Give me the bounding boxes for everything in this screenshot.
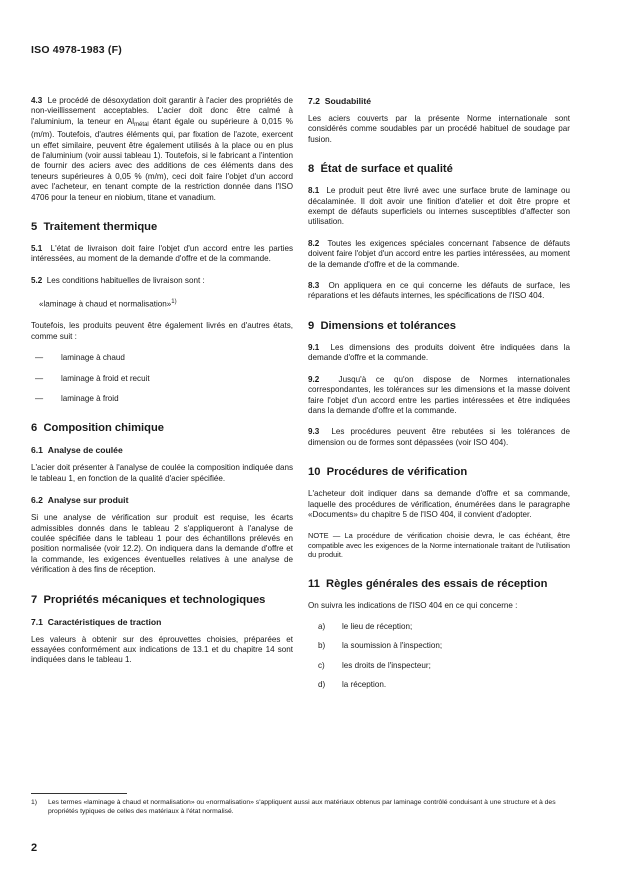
section-8-heading: 8 État de surface et qualité (308, 163, 453, 176)
list-item: a) le lieu de réception; (318, 621, 413, 631)
section-6-heading: 6 Composition chimique (31, 422, 165, 435)
paragraph-8-1: 8.1 Le produit peut être livré avec une surface brute de laminage ou décalaminée. Il doit avoir une finition d'atelier et doit être propre et exempt de défauts superficiels ou internes susceptibles d'affecter son utilisation. (308, 186, 570, 227)
section-6-2-heading: 6.2 Analyse sur produit (31, 495, 129, 506)
list-item: — laminage à froid (35, 394, 119, 403)
paragraph-11: On suivra les indications de l'ISO 404 en ce qui concerne : (308, 600, 518, 610)
section-11-heading: 11 Règles générales des essais de réception (308, 577, 548, 590)
section-7-1-heading: 7.1 Caractéristiques de traction (31, 616, 162, 627)
list-item: c) les droits de l'inspecteur; (318, 660, 431, 670)
list-item: b) la soumission à l'inspection; (318, 641, 443, 651)
section-7-2-heading: 7.2 Soudabilité (308, 96, 372, 106)
section-5-heading: 5 Traitement thermique (31, 221, 158, 234)
paragraph-9-3: 9.3 Les procédures peuvent être rebutées si les tolérances de dimension ou de formes sont dépassées (voir ISO 404). (308, 427, 570, 447)
list-item: — laminage à chaud (35, 353, 125, 363)
paragraph-5-2-more: Toutefois, les produits peuvent être également livrés en d'autres états, comme suit : (31, 321, 293, 341)
delivery-states-list (31, 353, 293, 404)
paragraph-5-2-quote: «laminage à chaud et normalisation»$^{1)}$ (39, 299, 177, 309)
section-7-heading: 7 Propriétés mécaniques et technologiques (31, 593, 266, 606)
paragraph-9-2: 9.2 Jusqu'à ce qu'on dispose de Normes internationales correspondantes, les tolérances sur les dimensions et la masse doivent faire l'objet d'un accord entre les parties intéressées et être indiquées dans la demande d'offre et la commande. (308, 374, 570, 415)
footnote: 1) Les termes «laminage à chaud et normalisation» ou «normalisation» s'appliquent aussi aux matériaux obtenus par laminage contrôlé conduisant à une structure et à des propriétés typiques de celles des matériaux à l'état normalisé. (31, 799, 556, 815)
page-number: 2 (31, 842, 38, 854)
acceptance-rules-list (308, 622, 570, 691)
section-10-heading: 10 Procédures de vérification (308, 466, 468, 479)
paragraph-7-1: Les valeurs à obtenir sur des éprouvettes choisies, préparées et essayées conformément aux indications de 13.1 et du chapitre 14 sont indiquées dans le tableau 1. (31, 634, 293, 665)
paragraph-4-3: 4.3 Le procédé de désoxydation doit garantir à l'acier des propriétés de non-vieillissement acceptables. L'acier doit donc être calmé à l'aluminium, la teneur en $Al_{métal}$ étant égale ou supérieure à 0,015 % (m/m). Toutefois, d'autres éléments qui, par fixation de l'azote, exercent un effet similaire, peuvent être également utilisés à la place ou en plus de l'aluminium (voir aussi tableau 1). Toutefois, si le fabricant a l'intention de fournir des aciers avec des additions de ces éléments dans des teneurs supérieures à 0,05 % (m/m), ceci doit faire l'objet d'un accord avec l'acheteur, en tenant compte de la restriction donnée dans l'ISO 4706 pour la teneur en niobium, titane et vanadium. (31, 96, 293, 202)
footnote-divider (31, 793, 127, 794)
paragraph-6-2: Si une analyse de vérification sur produit est requise, les écarts admissibles donnés dans le tableau 2 s'appliqueront à l'analyse de coulée spécifiée dans le tableau 1 pour des échantillons prélevés en position normalisée (voir 12.2). On indiquera dans la demande d'offre et la commande, les exigences éventuelles relatives à une analyse de vérification à des fins de réception. (31, 513, 293, 575)
paragraph-8-2: 8.2 Toutes les exigences spéciales concernant l'absence de défauts doivent faire l'objet d'un accord entre les parties intéressées, au moment de la demande d'offre et de la commande. (308, 238, 570, 269)
right-column (308, 96, 570, 700)
paragraph-5-1: 5.1 L'état de livraison doit faire l'objet d'un accord entre les parties intéressées, au moment de la demande d'offre et de la commande. (31, 244, 294, 264)
paragraph-9-1: 9.1 Les dimensions des produits doivent être indiquées dans la demande d'offre et la commande. (308, 342, 571, 363)
paragraph-7-2: Les aciers couverts par la présente Norme internationale sont considérés comme soudables par un procédé habituel de soudage par fusion. (308, 114, 570, 144)
section-6-1-heading: 6.1 Analyse de coulée (31, 445, 123, 456)
paragraph-5-2: 5.2 Les conditions habituelles de livraison sont : (31, 275, 205, 285)
paragraph-10: L'acheteur doit indiquer dans sa demande d'offre et sa commande, laquelle des procédures de vérification, énumérées dans le paragraphe «Documents» du chapitre 5 de l'ISO 404, il convient d'adopter. (308, 489, 570, 519)
section-9-heading: 9 Dimensions et tolérances (308, 319, 456, 332)
left-column (31, 96, 293, 677)
paragraph-8-3: 8.3 On appliquera en ce qui concerne les défauts de surface, les réparations et les défauts internes, les spécifications de l'ISO 404. (308, 281, 570, 301)
list-item: — laminage à froid et recuit (35, 373, 150, 383)
note-10: NOTE — La procédure de vérification choisie devra, le cas échéant, être compatible avec les exigences de la Norme internationale traitant de l'utilisation du produit. (308, 531, 570, 560)
document-header: ISO 4978-1983 (F) (31, 44, 122, 56)
paragraph-6-1: L'acier doit présenter à l'analyse de coulée la composition indiquée dans le tableau 1, en fonction de la qualité d'acier spécifiée. (31, 463, 293, 483)
list-item: d) la réception. (318, 680, 387, 690)
